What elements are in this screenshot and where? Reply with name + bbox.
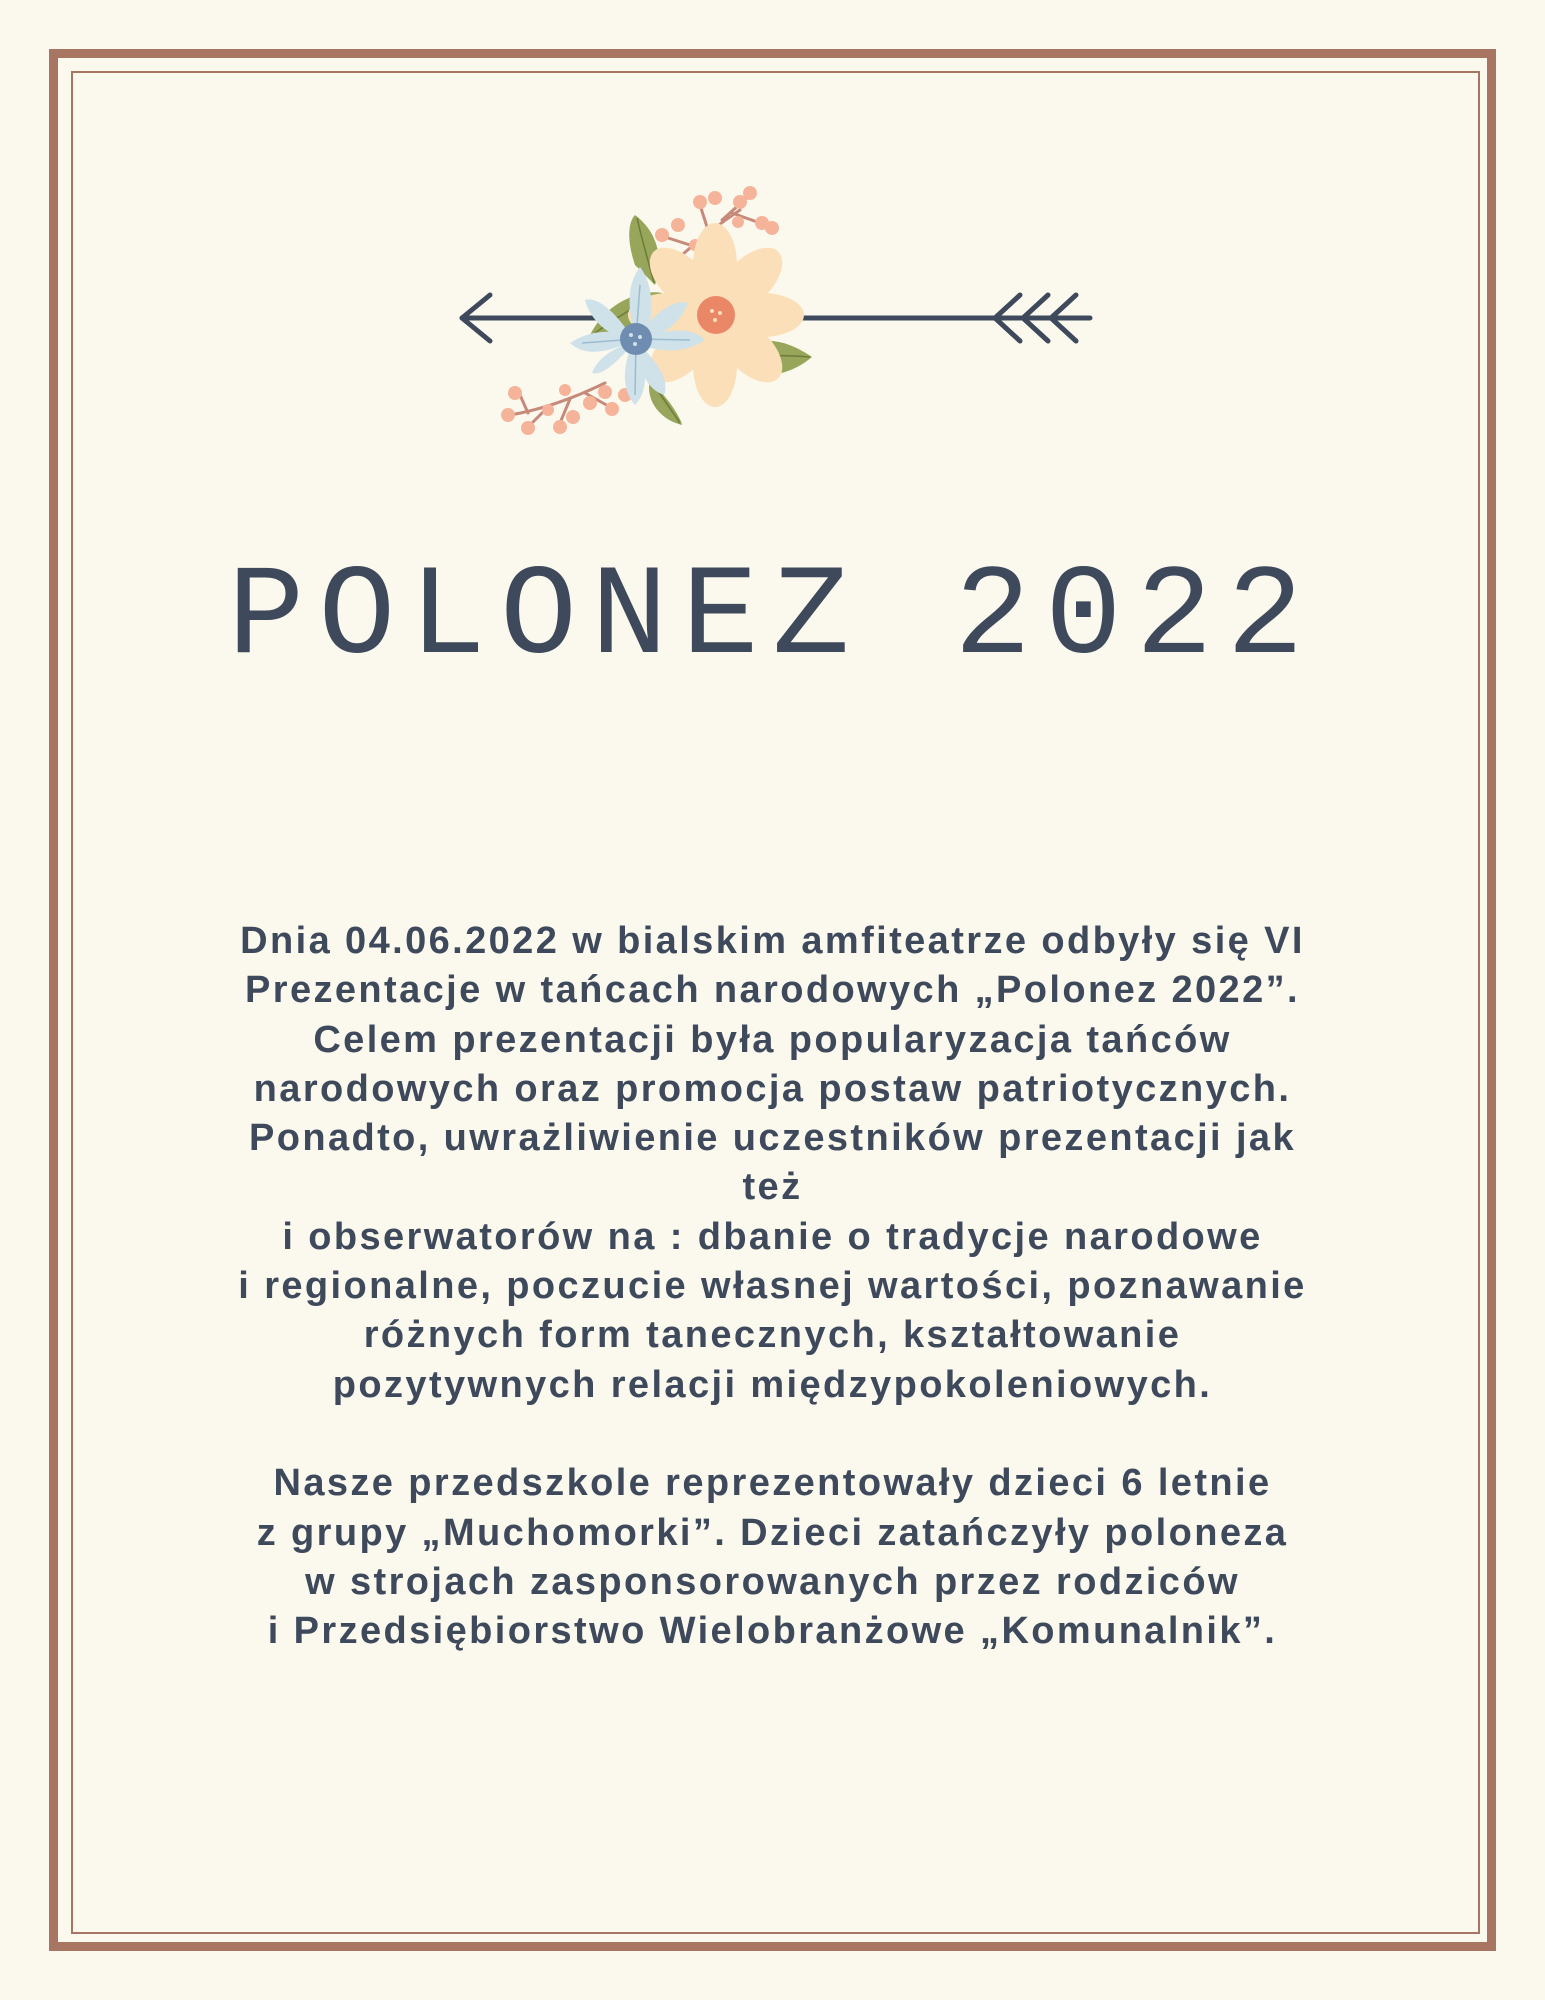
paragraph-line: też <box>742 1166 803 1209</box>
paragraph-line: Celem prezentacji była popularyzacja tańców <box>313 1018 1232 1061</box>
paragraph-line: Ponadto, uwrażliwienie uczestników prezentacji jak <box>248 1117 1296 1160</box>
paragraph-line: z grupy „Muchomorki”. Dzieci zatańczyły poloneza <box>256 1511 1289 1554</box>
paragraph-line: różnych form tanecznych, kształtowanie <box>363 1314 1182 1357</box>
paragraph-line: i regionalne, poczucie własnej wartości, poznawanie <box>238 1265 1307 1308</box>
paragraph-line: Dnia 04.06.2022 w bialskim amfiteatrze odbyły się VI <box>240 920 1305 962</box>
paragraph-line: i Przedsiębiorstwo Wielobranżowe „Komunalnik”. <box>267 1610 1278 1653</box>
paragraph-line: narodowych oraz promocja postaw patriotycznych. <box>253 1067 1292 1110</box>
paragraph-line: Prezentacje w tańcach narodowych „Polonez 2022”. <box>245 969 1300 1012</box>
paragraph-spacer <box>200 1410 1345 1459</box>
paragraph-line: i obserwatorów na : dbanie o tradycje narodowe <box>282 1215 1263 1258</box>
body-text <box>200 917 1345 1656</box>
paragraph-line: pozytywnych relacji międzypokoleniowych. <box>332 1363 1213 1406</box>
page-title: POLONEZ 2022 <box>227 546 1318 691</box>
floral-arrow-icon <box>450 185 1100 475</box>
paragraph-line: Nasze przedszkole reprezentowały dzieci 6 letnie <box>273 1462 1272 1505</box>
paragraph-line: w strojach zasponsorowanych przez rodziców <box>305 1560 1240 1603</box>
